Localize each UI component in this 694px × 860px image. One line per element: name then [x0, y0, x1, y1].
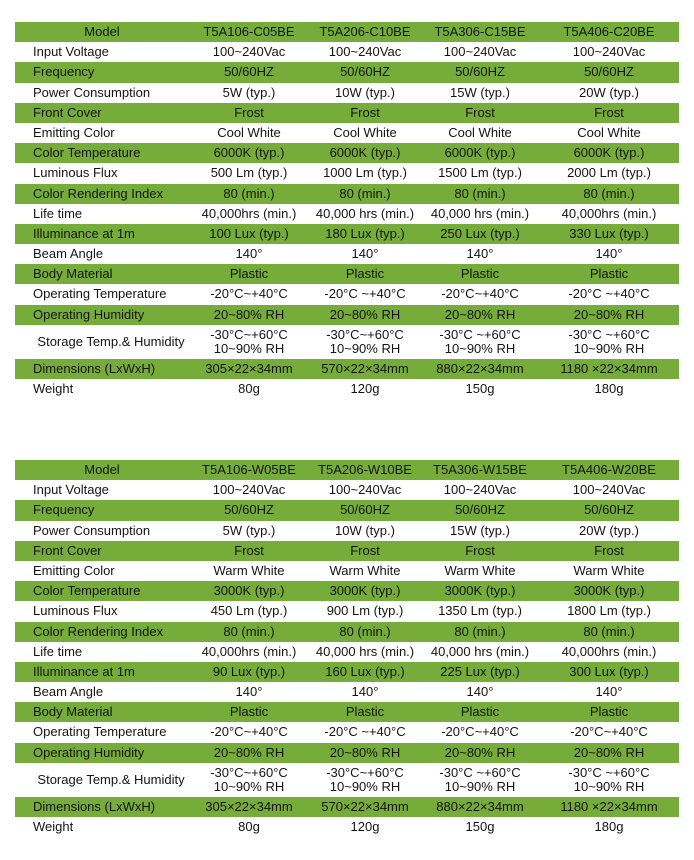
row-label: Illuminance at 1m — [33, 663, 135, 679]
row-value-line: 10~90% RH — [329, 340, 401, 356]
row-label: Illuminance at 1m — [33, 225, 135, 241]
row-value-line: 10~90% RH — [329, 778, 401, 794]
row-value: 500 Lm (typ.) — [210, 165, 288, 181]
table-row — [15, 123, 679, 143]
row-value: Frost — [234, 104, 264, 120]
row-value-line: -30°C ~+60°C — [568, 327, 650, 343]
row-value: 20W (typ.) — [579, 84, 639, 100]
row-label: Emitting Color — [33, 562, 115, 578]
table-row — [15, 521, 679, 541]
row-value: 100 Lux (typ.) — [209, 225, 289, 241]
row-value: 40,000 hrs (min.) — [430, 643, 530, 659]
row-value: 180 Lux (typ.) — [325, 225, 405, 241]
row-value: 100~240Vac — [212, 44, 286, 60]
table-row — [15, 359, 679, 379]
table-row — [15, 244, 679, 264]
table-row — [15, 682, 679, 702]
row-value: -20°C~+40°C — [210, 286, 288, 302]
row-value: 880×22×34mm — [436, 798, 524, 814]
table-row — [15, 541, 679, 561]
row-value: 5W (typ.) — [222, 84, 276, 100]
row-value: Plastic — [589, 266, 629, 282]
row-value-line: 10~90% RH — [213, 778, 285, 794]
header-model-1: T5A106-C05BE — [203, 24, 295, 39]
row-value: 3000K (typ.) — [573, 583, 645, 599]
row-value: 80 (min.) — [223, 185, 275, 201]
row-value: 100~240Vac — [443, 44, 517, 60]
row-value: Cool White — [217, 124, 281, 140]
row-value: 15W (typ.) — [450, 522, 510, 538]
row-value: 20~80% RH — [573, 744, 645, 760]
row-value: 40,000hrs (min.) — [561, 205, 657, 221]
table-row — [15, 622, 679, 642]
row-value: 6000K (typ.) — [329, 145, 401, 161]
row-value: 6000K (typ.) — [444, 145, 516, 161]
row-label: Front Cover — [33, 542, 102, 558]
row-value: 300 Lux (typ.) — [569, 663, 649, 679]
header-model-2: T5A206-C10BE — [319, 24, 411, 39]
row-value: 80g — [238, 819, 260, 834]
row-label: Input Voltage — [33, 482, 109, 498]
table-row — [15, 62, 679, 82]
header-model-4: T5A406-W20BE — [562, 462, 656, 477]
table-row — [15, 642, 679, 662]
row-label: Body Material — [33, 266, 113, 282]
row-value: Plastic — [229, 704, 269, 720]
row-value: 100~240Vac — [572, 44, 646, 60]
row-value: 330 Lux (typ.) — [569, 225, 649, 241]
row-label: Body Material — [33, 704, 113, 720]
row-label: Operating Temperature — [33, 724, 167, 740]
header-model-label: Model — [84, 24, 120, 39]
table-row — [15, 817, 679, 837]
table-row — [15, 763, 679, 797]
row-value: 6000K (typ.) — [213, 145, 285, 161]
header-model-4: T5A406-C20BE — [563, 24, 655, 39]
row-value-line: 10~90% RH — [213, 340, 285, 356]
table-row — [15, 163, 679, 183]
header-model-3: T5A306-C15BE — [434, 24, 526, 39]
row-value: 50/60HZ — [224, 502, 274, 518]
row-value: 160 Lux (typ.) — [325, 663, 405, 679]
row-value: 140° — [595, 684, 623, 700]
header-model-3: T5A306-W15BE — [433, 462, 527, 477]
row-value: Plastic — [589, 704, 629, 720]
row-value-line: 10~90% RH — [573, 340, 645, 356]
row-value: 450 Lm (typ.) — [210, 603, 288, 619]
row-value-line: -30°C~+60°C — [326, 765, 404, 781]
row-value: Cool White — [448, 124, 512, 140]
row-value: 50/60HZ — [340, 64, 390, 80]
row-value-line: -30°C~+60°C — [326, 327, 404, 343]
row-value: 100~240Vac — [328, 482, 402, 498]
row-value: 1180 ×22×34mm — [560, 798, 658, 814]
table-row — [15, 722, 679, 742]
row-value: 100~240Vac — [572, 482, 646, 498]
row-value-line: 10~90% RH — [444, 778, 516, 794]
row-value: Frost — [350, 542, 380, 558]
row-label: Operating Humidity — [33, 306, 145, 322]
table-row — [15, 224, 679, 244]
header-model-2: T5A206-W10BE — [318, 462, 412, 477]
row-value: 80g — [238, 381, 260, 396]
row-value: 20W (typ.) — [579, 522, 639, 538]
row-value — [309, 325, 421, 359]
row-value — [539, 325, 679, 359]
row-value: 1350 Lm (typ.) — [438, 603, 522, 619]
table-row — [15, 305, 679, 325]
row-label: Dimensions (LxWxH) — [33, 798, 156, 814]
row-value-line: -30°C~+60°C — [210, 765, 288, 781]
row-value: 90 Lux (typ.) — [212, 663, 286, 679]
row-label: Color Temperature — [33, 145, 141, 161]
row-value: -20°C ~+40°C — [324, 724, 406, 740]
table-row — [15, 143, 679, 163]
row-value: 3000K (typ.) — [213, 583, 285, 599]
row-value — [421, 325, 539, 359]
row-value: -20°C~+40°C — [210, 724, 288, 740]
table-header-row — [15, 460, 679, 480]
spec-table-cool-white — [15, 22, 679, 399]
row-label: Color Rendering Index — [33, 623, 164, 639]
row-value-line: -30°C ~+60°C — [568, 765, 650, 781]
row-label: Power Consumption — [33, 522, 151, 538]
row-value: 40,000 hrs (min.) — [315, 643, 415, 659]
row-value-line: -30°C~+60°C — [210, 327, 288, 343]
row-value: 40,000 hrs (min.) — [430, 205, 530, 221]
row-value: 100~240Vac — [212, 482, 286, 498]
row-label: Front Cover — [33, 104, 102, 120]
row-value: 140° — [466, 246, 494, 262]
row-value: 80 (min.) — [223, 623, 275, 639]
row-value: Frost — [350, 104, 380, 120]
row-label: Luminous Flux — [33, 165, 118, 181]
table-row — [15, 264, 679, 284]
row-label: Power Consumption — [33, 84, 151, 100]
row-label: Operating Temperature — [33, 286, 167, 302]
row-value: -20°C~+40°C — [570, 724, 648, 740]
row-label: Input Voltage — [33, 44, 109, 60]
table-row — [15, 797, 679, 817]
row-value — [539, 763, 679, 797]
header-model-label: Model — [84, 462, 120, 477]
row-value: 50/60HZ — [455, 502, 505, 518]
row-value: 80 (min.) — [583, 623, 635, 639]
row-value: 570×22×34mm — [321, 798, 409, 814]
row-value: 40,000 hrs (min.) — [315, 205, 415, 221]
row-label: Color Temperature — [33, 583, 141, 599]
row-value: 20~80% RH — [329, 744, 401, 760]
row-value: 20~80% RH — [329, 306, 401, 322]
row-value: 1500 Lm (typ.) — [438, 165, 522, 181]
row-value — [309, 763, 421, 797]
row-label: Emitting Color — [33, 124, 115, 140]
row-label: Operating Humidity — [33, 744, 145, 760]
row-value: Frost — [465, 542, 495, 558]
row-value: 1000 Lm (typ.) — [323, 165, 407, 181]
row-value: 140° — [351, 684, 379, 700]
row-value: 1800 Lm (typ.) — [567, 603, 651, 619]
row-value: 225 Lux (typ.) — [440, 663, 520, 679]
row-value: 40,000hrs (min.) — [201, 205, 297, 221]
row-value: 900 Lm (typ.) — [326, 603, 404, 619]
row-value: 15W (typ.) — [450, 84, 510, 100]
header-model-1: T5A106-W05BE — [202, 462, 296, 477]
row-label: Life time — [33, 643, 83, 659]
row-value: Plastic — [229, 266, 269, 282]
row-label: Weight — [33, 819, 74, 834]
row-value: 305×22×34mm — [205, 798, 293, 814]
row-value: 50/60HZ — [455, 64, 505, 80]
row-value: 40,000hrs (min.) — [561, 643, 657, 659]
table-row — [15, 284, 679, 304]
table-row — [15, 702, 679, 722]
row-value: 10W (typ.) — [335, 522, 395, 538]
row-value: -20°C~+40°C — [441, 286, 519, 302]
row-value: 305×22×34mm — [205, 360, 293, 376]
row-value: 3000K (typ.) — [329, 583, 401, 599]
row-value: 50/60HZ — [224, 64, 274, 80]
spec-table-warm-white — [15, 460, 679, 837]
row-label: Luminous Flux — [33, 603, 118, 619]
row-value: Cool White — [577, 124, 641, 140]
row-value: Frost — [465, 104, 495, 120]
table-row — [15, 204, 679, 224]
row-value: 140° — [235, 684, 263, 700]
row-value: 120g — [350, 381, 380, 396]
row-value — [189, 325, 309, 359]
row-value — [421, 763, 539, 797]
table-row — [15, 581, 679, 601]
row-value: 570×22×34mm — [321, 360, 409, 376]
row-label: Frequency — [33, 64, 95, 80]
row-label: Weight — [33, 381, 74, 396]
row-value: 150g — [465, 819, 495, 834]
row-value: 120g — [350, 819, 380, 834]
table-row — [15, 662, 679, 682]
table-row — [15, 500, 679, 520]
row-value: 80 (min.) — [339, 185, 391, 201]
row-value: 3000K (typ.) — [444, 583, 516, 599]
row-value-line: -30°C ~+60°C — [439, 765, 521, 781]
row-value: 50/60HZ — [584, 502, 634, 518]
row-value: 250 Lux (typ.) — [440, 225, 520, 241]
row-value: Plastic — [460, 266, 500, 282]
row-value: 5W (typ.) — [222, 522, 276, 538]
row-value: 80 (min.) — [583, 185, 635, 201]
table-row — [15, 601, 679, 621]
row-value: Frost — [594, 542, 624, 558]
row-value: Warm White — [213, 562, 285, 578]
row-value-line: 10~90% RH — [573, 778, 645, 794]
table-row — [15, 379, 679, 399]
row-value: 100~240Vac — [443, 482, 517, 498]
row-value: 20~80% RH — [573, 306, 645, 322]
row-value: 880×22×34mm — [436, 360, 524, 376]
row-value: Plastic — [345, 266, 385, 282]
row-value: 20~80% RH — [444, 306, 516, 322]
row-value: 1180 ×22×34mm — [560, 360, 658, 376]
row-value: 140° — [235, 246, 263, 262]
row-value: 2000 Lm (typ.) — [567, 165, 651, 181]
table-row — [15, 184, 679, 204]
row-value: Warm White — [329, 562, 401, 578]
table-row — [15, 480, 679, 500]
row-value: Warm White — [573, 562, 645, 578]
row-value: 10W (typ.) — [335, 84, 395, 100]
row-label: Life time — [33, 205, 83, 221]
row-label: Storage Temp.& Humidity — [37, 772, 185, 788]
row-value: 50/60HZ — [584, 64, 634, 80]
row-value: Frost — [594, 104, 624, 120]
table-row — [15, 743, 679, 763]
table-row — [15, 325, 679, 359]
row-value: -20°C~+40°C — [441, 724, 519, 740]
row-value: 6000K (typ.) — [573, 145, 645, 161]
row-value: Warm White — [444, 562, 516, 578]
row-value: 180g — [594, 819, 624, 834]
row-value — [189, 763, 309, 797]
row-value: 180g — [594, 381, 624, 396]
row-value: 140° — [595, 246, 623, 262]
row-label: Beam Angle — [33, 246, 104, 262]
table-row — [15, 42, 679, 62]
table-header-row — [15, 22, 679, 42]
row-value: 40,000hrs (min.) — [201, 643, 297, 659]
row-value: Cool White — [333, 124, 397, 140]
row-value: Frost — [234, 542, 264, 558]
row-value: 20~80% RH — [213, 306, 285, 322]
row-value: -20°C ~+40°C — [568, 286, 650, 302]
row-label: Color Rendering Index — [33, 185, 164, 201]
row-value: Plastic — [345, 704, 385, 720]
row-value-line: -30°C ~+60°C — [439, 327, 521, 343]
row-value: -20°C ~+40°C — [324, 286, 406, 302]
row-value: 20~80% RH — [444, 744, 516, 760]
row-value-line: 10~90% RH — [444, 340, 516, 356]
row-value: 80 (min.) — [339, 623, 391, 639]
row-label: Beam Angle — [33, 684, 104, 700]
row-value: 20~80% RH — [213, 744, 285, 760]
row-value: Plastic — [460, 704, 500, 720]
row-value: 140° — [351, 246, 379, 262]
row-label: Frequency — [33, 502, 95, 518]
row-value: 80 (min.) — [454, 623, 506, 639]
table-row — [15, 103, 679, 123]
row-label: Dimensions (LxWxH) — [33, 360, 156, 376]
row-value: 50/60HZ — [340, 502, 390, 518]
table-row — [15, 83, 679, 103]
row-value: 80 (min.) — [454, 185, 506, 201]
table-row — [15, 561, 679, 581]
row-value: 150g — [465, 381, 495, 396]
row-value: 100~240Vac — [328, 44, 402, 60]
row-value: 140° — [466, 684, 494, 700]
row-label: Storage Temp.& Humidity — [37, 334, 185, 350]
